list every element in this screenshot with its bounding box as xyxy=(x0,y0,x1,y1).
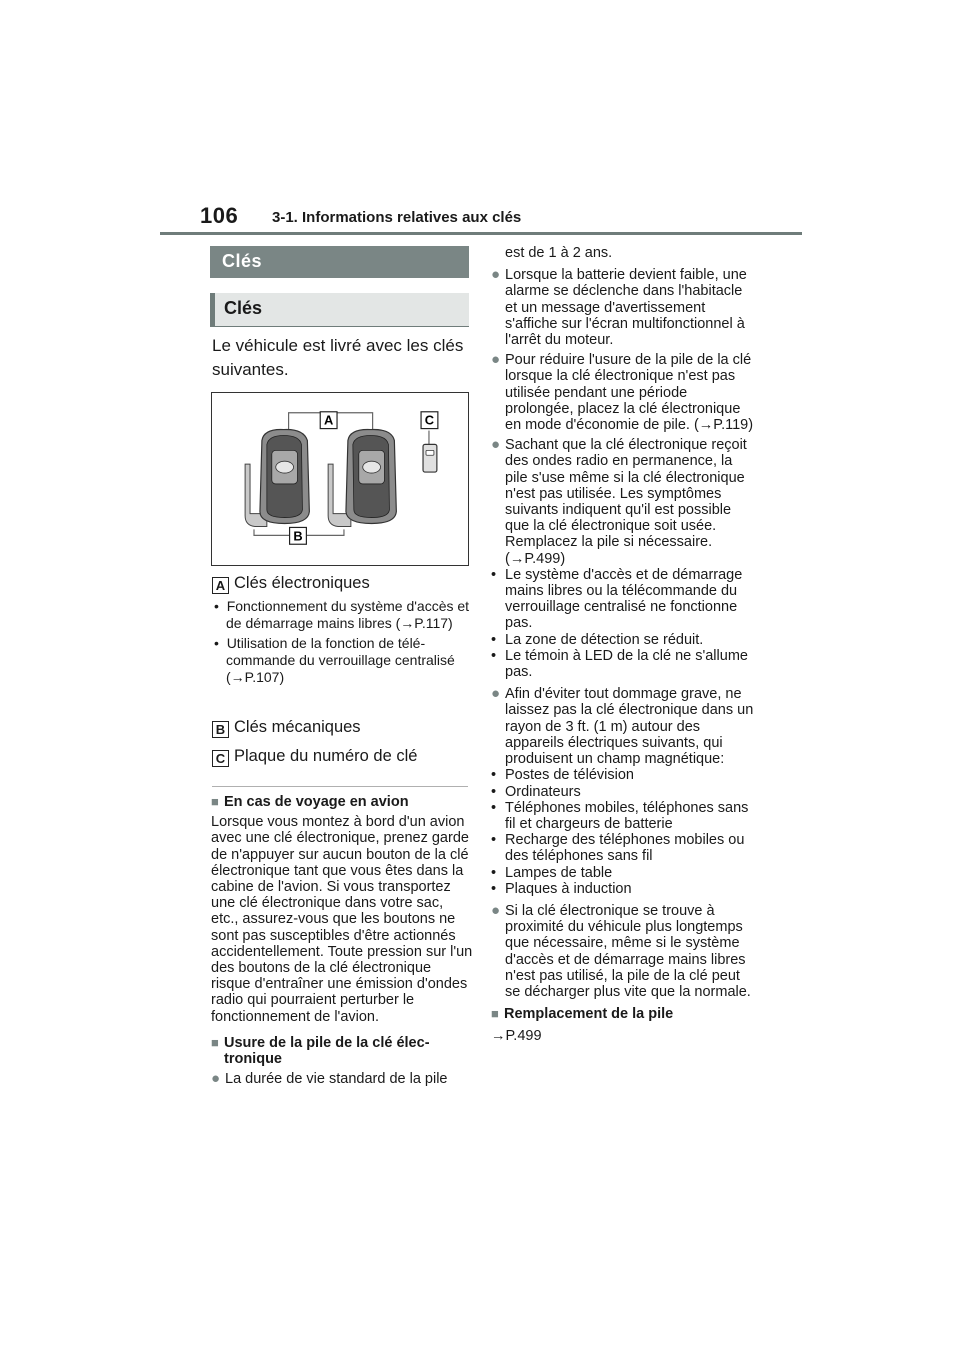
right-column xyxy=(491,245,755,1045)
legend-b-label: Clés mécaniques xyxy=(234,718,361,736)
legend-c xyxy=(212,745,470,767)
list-item: ● Lorsque la batterie devient faible, une alarme se déclenche dans l'habitacle et un message d'avertissement s'affiche sur l'écran multifonctionnel à l'arrêt du moteur. xyxy=(491,266,747,349)
chapter-title: 3-1. Informations relatives aux clés xyxy=(272,209,522,226)
note-air-travel: Lorsque vous montez à bord d'un avion avec une clé électronique, prenez garde de n'appuyer sur aucun bouton de la clé électronique tant que vous êtes dans la cabine de l'avion. Si vous transportez une clé électronique dans votre sac, etc., assurez-vous que les boutons ne sont pas susceptibles d'être actionnés accidentellement. Toute pression sur l'un des boutons de la clé électronique risque d'entraîner une émission d'ondes radio qui pourraient perturber le fonctionnement de l'avion. xyxy=(211,814,473,1025)
list-item: • Fonctionnement du système d'accès et de démarrage mains libres (→P.117) xyxy=(214,598,470,631)
electronic-key-right xyxy=(346,429,396,523)
list-item: ● Pour réduire l'usure de la pile de la clé lorsque la clé électronique n'est pas utilisée pendant une période prolongée, placez la clé électronique en mode d'économie de pile. (→P.119) xyxy=(491,351,754,434)
left-column xyxy=(211,790,473,1091)
list-item: ● Sachant que la clé électronique reçoit des ondes radio en permanence, la pile s'use même si la clé électronique n'est pas utilisée. Les symptômes suivants indiquent qu'il est possible que la clé électronique soit usée. Remplacez la pile si nécessaire. (→P.499) xyxy=(491,436,747,567)
appliance-item: • Téléphones mobiles, téléphones sans fil et chargeurs de batterie xyxy=(491,799,749,832)
keys-illustration xyxy=(211,392,469,566)
list-item: ● Afin d'éviter tout dommage grave, ne laissez pas la clé électronique dans un rayon de 3 ft. (1 m) autour des appareils électriques suivants, qui produisent un champ magnétique: xyxy=(491,685,754,768)
legend-c-letter: C xyxy=(212,750,229,767)
appliance-item: • Postes de télévision xyxy=(491,767,634,784)
callout-b: B xyxy=(293,528,303,544)
callout-a: A xyxy=(323,412,334,428)
legend-b-letter: B xyxy=(212,721,229,738)
electronic-key-left xyxy=(260,429,309,523)
page-number: 106 xyxy=(200,203,239,228)
battery-life-cont: est de 1 à 2 ans. xyxy=(505,245,613,261)
list-item: ● La durée de vie standard de la pile xyxy=(211,1070,448,1088)
legend-a-bullets xyxy=(214,598,472,689)
legend-c-label: Plaque du numéro de clé xyxy=(234,747,418,765)
callout-c: C xyxy=(424,412,435,428)
symptom-item: • Le système d'accès et de démarrage mains libres ou la télécommande du verrouillage centralisé ne fonctionne pas. xyxy=(491,566,743,632)
note-heading-replacement: ■ Remplacement de la pile xyxy=(491,1006,674,1023)
subsection-title: Clés xyxy=(210,293,469,327)
header-rule xyxy=(160,232,802,235)
legend-b xyxy=(212,716,470,738)
appliance-item: • Recharge des téléphones mobiles ou des téléphones sans fil xyxy=(491,832,745,865)
list-item: ● Si la clé électronique se trouve à proximité du véhicule plus longtemps que nécessaire, même si le système d'accès et de démarrage mains libres n'est pas utilisé, la pile de la clé peut se décharger plus vite que la normale. xyxy=(491,901,751,1000)
note-heading-battery: ■ Usure de la pile de la clé électronique xyxy=(211,1034,430,1068)
intro-text: Le véhicule est livré avec les clés suivantes. xyxy=(212,336,464,379)
appliance-item: • Plaques à induction xyxy=(491,880,632,897)
legend-a-label: Clés électroniques xyxy=(234,574,370,592)
legend-a xyxy=(212,572,470,594)
appliance-item: • Lampes de table xyxy=(491,864,613,881)
replacement-reference: →P.499 xyxy=(491,1028,542,1045)
section-title: Clés xyxy=(210,246,469,278)
keys-drawing xyxy=(212,393,468,565)
key-number-plate xyxy=(423,444,437,472)
note-heading-air-travel: ■ En cas de voyage en avion xyxy=(211,794,409,810)
section-divider xyxy=(212,786,468,787)
symptom-item: • La zone de détection se réduit. xyxy=(491,631,704,648)
legend-a-letter: A xyxy=(212,577,229,594)
appliance-item: • Ordinateurs xyxy=(491,783,581,800)
list-item: • Utilisation de la fonction de télécommande du verrouillage centralisé (→P.107) xyxy=(214,635,455,685)
symptom-item: • Le témoin à LED de la clé ne s'allume pas. xyxy=(491,647,748,681)
